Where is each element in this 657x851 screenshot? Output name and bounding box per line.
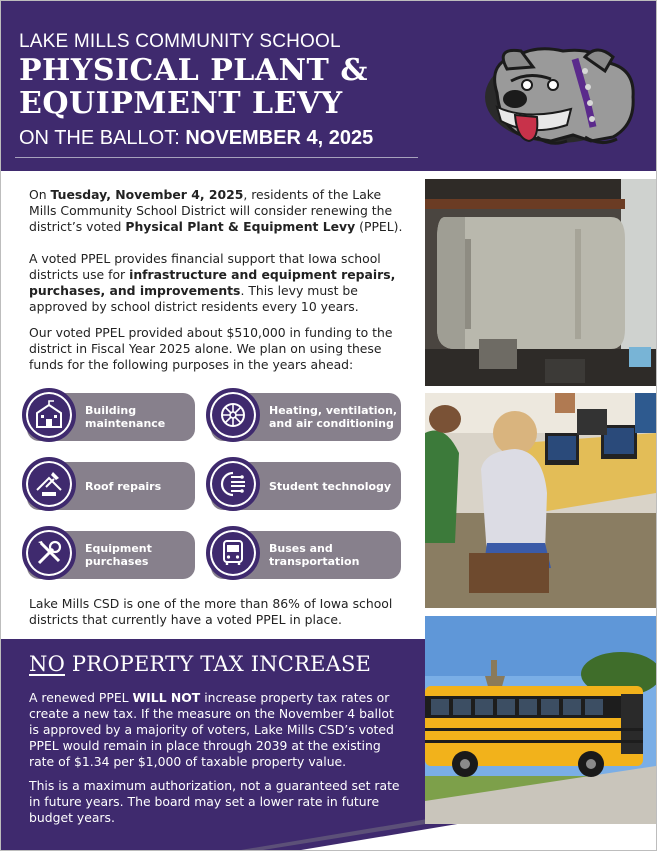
intro-p2-bold: infrastructure and equipment repairs, purchases, and improvements <box>29 267 396 298</box>
technology-chip-icon <box>217 468 249 500</box>
purpose-label-line-2: maintenance <box>85 417 166 430</box>
purpose-label-line-1: Building <box>85 404 137 417</box>
purpose-building-maintenance <box>27 393 195 441</box>
purpose-label-line-1: Heating, ventilation, <box>269 404 398 417</box>
no-emphasis: NO <box>29 652 65 676</box>
header-banner <box>1 1 656 171</box>
purpose-hvac <box>211 393 401 441</box>
purpose-icon-circle <box>206 388 260 442</box>
tax-paragraph-2: This is a maximum authorization, not a guaranteed set rate in future years. The board may set a lower rate in future budget years. <box>29 778 400 825</box>
tax-p1-text-b: increase property tax rates or create a new tax. If the measure on the November 4 ballot is approved by a majority of voters, Lake Mills CSD’s voted PPEL would remain in place through 2039 at the existing rate of $1.34 per $1,000 of taxable property value. <box>29 690 394 769</box>
school-bus-photo <box>425 616 656 824</box>
intro-p1-text-c: (PPEL). <box>355 219 403 234</box>
title-line-1: PHYSICAL PLANT & <box>19 53 368 88</box>
ballot-date-line <box>19 127 373 150</box>
students-laptops-photo <box>425 393 656 608</box>
purpose-label-line-1: Student technology <box>269 479 392 493</box>
tax-paragraph-1 <box>29 690 407 770</box>
purpose-equipment-purchases <box>27 531 195 579</box>
purpose-icon-circle <box>22 388 76 442</box>
boiler-room-photo <box>425 179 656 386</box>
intro-paragraph-3: Our voted PPEL provided about $510,000 in funding to the district in Fiscal Year 2025 alone. We plan on using these funds for the following purposes in the years ahead: <box>29 325 393 372</box>
purpose-label-line-2: purchases <box>85 555 149 568</box>
purpose-label-line-1: Equipment <box>85 542 152 555</box>
levy-title <box>19 54 368 120</box>
intro-p2-text-b: . This levy must be approved by school district residents every 10 years. <box>29 283 359 314</box>
intro-paragraph-4: Lake Mills CSD is one of the more than 86% of Iowa school districts that currently have a voted PPEL in place. <box>29 596 393 627</box>
purpose-label-line-2: transportation <box>269 555 360 568</box>
purpose-student-technology <box>211 462 401 510</box>
title-line-2: EQUIPMENT LEVY <box>19 86 343 121</box>
tools-icon <box>33 537 65 569</box>
intro-p2-text-a: A voted PPEL provides financial support that Iowa school districts use for <box>29 251 381 282</box>
intro-paragraph-1 <box>29 187 411 235</box>
purpose-label <box>269 462 391 510</box>
header-divider <box>15 157 418 158</box>
will-not-emphasis: WILL NOT <box>132 690 201 705</box>
no-tax-increase-heading <box>29 652 371 676</box>
purpose-icon-circle <box>206 526 260 580</box>
intro-p1-text-b: , residents of the Lake Mills Community School District will consider renewing the district’s voted <box>29 187 393 234</box>
purpose-label <box>269 393 397 441</box>
purpose-icon-circle <box>206 457 260 511</box>
tax-p1-text-a: A renewed PPEL <box>29 690 133 705</box>
intro-p1-text-a: On <box>29 187 51 202</box>
ballot-date: NOVEMBER 4, 2025 <box>185 127 374 149</box>
purpose-buses-transportation <box>211 531 401 579</box>
purpose-label <box>85 531 152 579</box>
purpose-label <box>85 462 161 510</box>
school-building-icon <box>33 399 65 431</box>
purpose-icon-circle <box>22 526 76 580</box>
purpose-label-line-1: Roof repairs <box>85 479 162 493</box>
intro-paragraph-2 <box>29 251 411 315</box>
purpose-roof-repairs <box>27 462 195 510</box>
purpose-label <box>85 393 165 441</box>
school-name: LAKE MILLS COMMUNITY SCHOOL <box>19 31 341 52</box>
levy-name: Physical Plant & Equipment Levy <box>125 219 356 234</box>
purpose-label-line-2: and air conditioning <box>269 417 394 430</box>
purpose-icon-circle <box>22 457 76 511</box>
heading-rest: PROPERTY TAX INCREASE <box>65 652 372 676</box>
ballot-prefix: ON THE BALLOT: <box>19 127 186 149</box>
election-date: Tuesday, November 4, 2025 <box>50 187 244 202</box>
bulldog-mascot-logo <box>467 41 645 149</box>
bus-icon <box>217 537 249 569</box>
hvac-icon <box>217 399 249 431</box>
purpose-label-line-1: Buses and <box>269 542 333 555</box>
roof-repair-icon <box>33 468 65 500</box>
purpose-label <box>269 531 359 579</box>
